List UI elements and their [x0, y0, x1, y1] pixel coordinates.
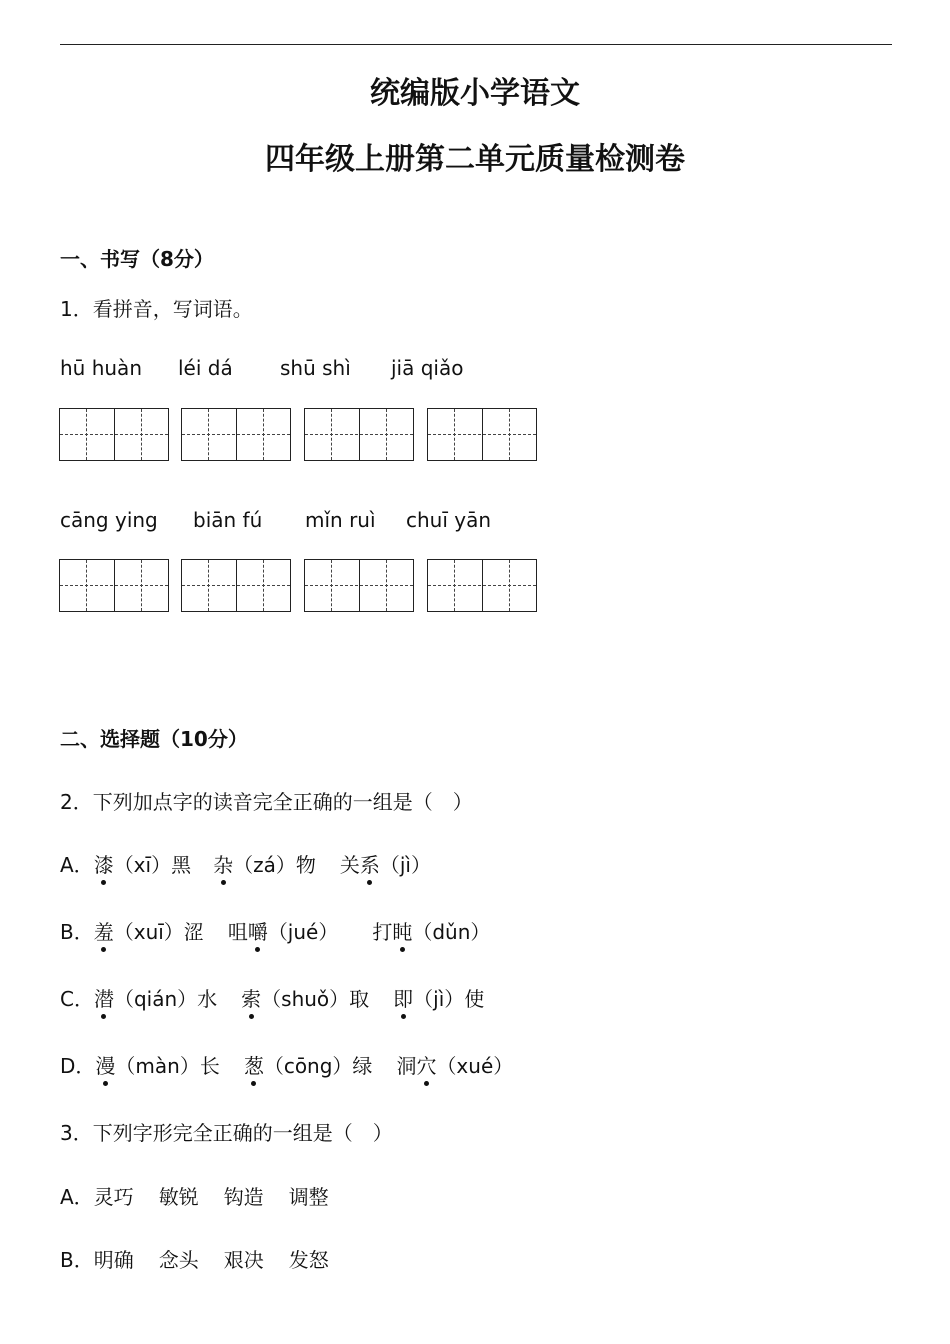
pinyin-word: （qián）水: [113, 987, 218, 1011]
writing-grid[interactable]: [427, 559, 537, 612]
dotted-char: 葱: [244, 1050, 264, 1079]
q3-option-a: [60, 1181, 329, 1210]
q2-option-b: [60, 916, 490, 945]
writing-grid[interactable]: [59, 408, 169, 461]
section-2-heading: 二、选择题（10分）: [60, 727, 248, 751]
pinyin-2: léi dá: [178, 356, 233, 380]
plain-char: 关: [339, 853, 360, 877]
pinyin-word: （xué）: [436, 1054, 514, 1078]
writing-grid[interactable]: [427, 408, 537, 461]
word: 灵巧: [93, 1185, 134, 1209]
section-1-heading: 一、书写（8分）: [60, 247, 214, 271]
plain-char: 洞: [396, 1054, 417, 1078]
plain-char: 打: [372, 920, 393, 944]
pinyin-6: biān fú: [193, 508, 263, 532]
q2-option-d: [60, 1050, 513, 1079]
pinyin-word: （jì）: [379, 853, 431, 877]
dotted-char: 潜: [94, 983, 114, 1012]
plain-char: 咀: [227, 920, 248, 944]
q2-option-c: [60, 983, 484, 1012]
pinyin-7: mǐn ruì: [305, 508, 376, 532]
option-label: A．: [60, 853, 94, 877]
pinyin-word: （cōng）绿: [263, 1054, 373, 1078]
option-label: B．: [60, 920, 94, 944]
title-line-1: 统编版小学语文: [370, 76, 580, 111]
pinyin-word: （màn）长: [115, 1054, 220, 1078]
pinyin-word: （jì）使: [413, 987, 485, 1011]
dotted-char: 系: [360, 849, 380, 878]
writing-grid[interactable]: [304, 408, 414, 461]
dotted-char: 即: [393, 983, 413, 1012]
dotted-char: 索: [241, 983, 261, 1012]
pinyin-4: jiā qiǎo: [391, 356, 464, 380]
writing-grid[interactable]: [181, 408, 291, 461]
word: 明确: [93, 1248, 134, 1272]
question-2: 2．下列加点字的读音完全正确的一组是（ ）: [60, 790, 473, 814]
writing-grid[interactable]: [304, 559, 414, 612]
dotted-char: 漫: [95, 1050, 115, 1079]
pinyin-word: （shuǒ）取: [261, 987, 370, 1011]
option-label: A．: [60, 1185, 94, 1209]
word: 敏锐: [158, 1185, 199, 1209]
title-line-2: 四年级上册第二单元质量检测卷: [265, 142, 685, 177]
option-label: C．: [60, 987, 94, 1011]
pinyin-word: （xī）黑: [113, 853, 192, 877]
pinyin-word: （jué）: [267, 920, 339, 944]
dotted-char: 羞: [94, 916, 114, 945]
pinyin-5: cāng ying: [60, 508, 158, 532]
writing-grid[interactable]: [59, 559, 169, 612]
pinyin-1: hū huàn: [60, 356, 142, 380]
word: 艰决: [223, 1248, 264, 1272]
dotted-char: 盹: [392, 916, 412, 945]
question-1: 1．看拼音，写词语。: [60, 297, 253, 321]
dotted-char: 嚼: [248, 916, 268, 945]
writing-grid[interactable]: [181, 559, 291, 612]
pinyin-word: （dǔn）: [412, 920, 491, 944]
option-label: B．: [60, 1248, 94, 1272]
dotted-char: 穴: [416, 1050, 436, 1079]
dotted-char: 杂: [213, 849, 233, 878]
pinyin-3: shū shì: [280, 356, 351, 380]
option-label: D．: [60, 1054, 96, 1078]
pinyin-word: （xuī）涩: [113, 920, 204, 944]
top-rule: [60, 44, 892, 45]
question-3: 3．下列字形完全正确的一组是（ ）: [60, 1121, 393, 1145]
q3-option-b: [60, 1244, 329, 1273]
pinyin-8: chuī yān: [406, 508, 492, 532]
word: 调整: [288, 1185, 329, 1209]
word: 念头: [158, 1248, 199, 1272]
pinyin-word: （zá）物: [233, 853, 316, 877]
q2-option-a: [60, 849, 431, 878]
word: 钩造: [223, 1185, 264, 1209]
word: 发怒: [288, 1248, 329, 1272]
dotted-char: 漆: [94, 849, 114, 878]
